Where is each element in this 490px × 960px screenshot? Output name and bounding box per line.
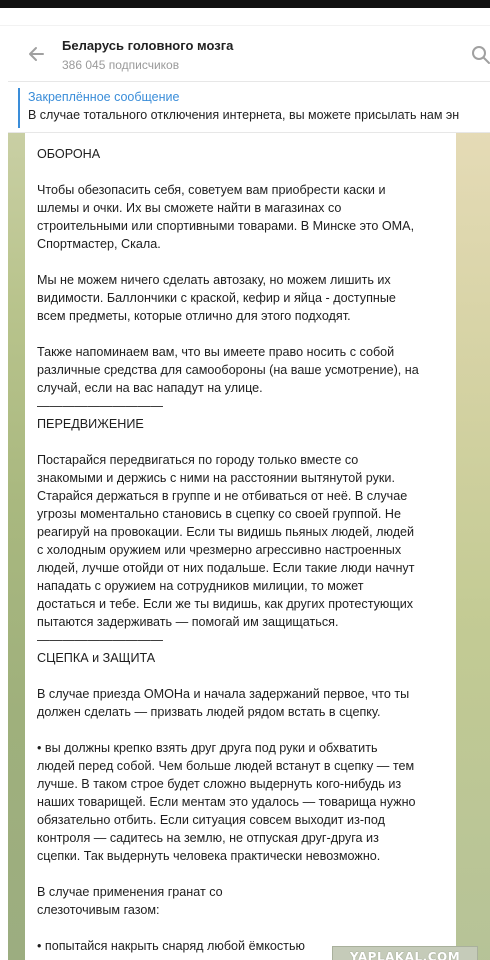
message-line: строительными или спортивными товарами. В Минске это ОМА, (37, 219, 415, 233)
pinned-message-title: Закреплённое сообщение (28, 90, 180, 104)
message-line: —————————— (37, 633, 163, 647)
message-line: контроля — садитесь на землю, не отпуская друг-друга из (37, 831, 379, 845)
back-arrow-icon (26, 44, 46, 64)
message-line: СЦЕПКА и ЗАЩИТА (37, 651, 156, 665)
message-line: людей перед собой. Чем больше людей встанут в сцепку — тем (37, 759, 415, 773)
message-paragraph-gap (37, 325, 444, 343)
message-line: Чтобы обезопасить себя, советуем вам приобрести каски и (37, 183, 386, 197)
message-paragraph-gap (37, 667, 444, 685)
message-line: ПЕРЕДВИЖЕНИЕ (37, 417, 144, 431)
message-line: с холодным оружием или чрезмерно агрессивно настроенных (37, 543, 402, 557)
message-paragraph-gap (37, 721, 444, 739)
message-line: нападать с оружием на сотрудников милиции, то может (37, 579, 364, 593)
message-line: знакомыми и держись с ними на расстоянии вытянутой руки. (37, 471, 395, 485)
background-blur-right (454, 133, 490, 960)
message-line: угрозы моментально становись в сцепку со своей группой. Не (37, 507, 402, 521)
channel-title[interactable]: Беларусь головного мозга (62, 38, 234, 53)
message-line: шлемы и очки. Их вы сможете найти в магазинах со (37, 201, 342, 215)
pinned-message-bar[interactable] (18, 88, 490, 128)
message-line: всем предметы, которые отлично для этого подходят. (37, 309, 351, 323)
message-line: обязательно отбить. Если ситуация совсем выходит из-под (37, 813, 385, 827)
message-line: —————————— (37, 399, 163, 413)
search-icon (470, 44, 490, 66)
message-line: слезоточивым газом: (37, 903, 160, 917)
message-line: достаться и тебе. Если же ты видишь, как других протестующих (37, 597, 414, 611)
top-strip-spacer (0, 8, 490, 26)
message-paragraph-gap (37, 865, 444, 883)
message-paragraph-gap (37, 919, 444, 937)
telegram-channel-window (8, 26, 490, 960)
message-line: • вы должны крепко взять друг друга под руки и обхватить (37, 741, 378, 755)
message-line: людей, лучше отойди от них подальше. Если такие люди начнут (37, 561, 415, 575)
subscriber-count: 386 045 подписчиков (62, 58, 180, 72)
message-line: • попытайся накрыть снаряд любой ёмкостью (37, 939, 305, 953)
back-button[interactable] (24, 42, 48, 66)
channel-post (25, 133, 456, 960)
message-line: лучше. В таком строе будет сложно выдернуть кого-нибудь из (37, 777, 402, 791)
message-line: В случае приезда ОМОНа и начала задержаний первое, что ты (37, 687, 410, 701)
chat-area[interactable] (8, 132, 490, 960)
message-line: должен сделать — призвать людей рядом встать в сцепку. (37, 705, 381, 719)
message-line: Мы не можем ничего сделать автозаку, но можем лишить их (37, 273, 391, 287)
message-line: сцепки. Так выдернуть человека практически невозможно. (37, 849, 381, 863)
message-line: Постарайся передвигаться по городу только вместе со (37, 453, 359, 467)
watermark-logo: YAPLAKAL.COM (332, 946, 478, 960)
message-line: наших товарищей. Если ментам это удалось — товарища нужно (37, 795, 416, 809)
message-paragraph-gap (37, 163, 444, 181)
top-dark-strip (0, 0, 490, 8)
message-paragraph-gap (37, 253, 444, 271)
message-line: реагируй на провокации. Если ты видишь пьяных людей, людей (37, 525, 415, 539)
message-paragraph-gap (37, 433, 444, 451)
message-line: ОБОРОНА (37, 147, 101, 161)
message-line: Старайся держаться в группе и не отбиваться от неё. В случае (37, 489, 408, 503)
message-line: различные средства для самообороны (на ваше усмотрение), на (37, 363, 419, 377)
message-line: случай, если на вас нападут на улице. (37, 381, 263, 395)
message-line: пытаются задерживать — помогай им защищаться. (37, 615, 339, 629)
message-line: В случае применения гранат со (37, 885, 223, 899)
message-line: Спортмастер, Скала. (37, 237, 161, 251)
pinned-message-text: В случае тотального отключения интернета, вы можете присылать нам эн (28, 108, 460, 122)
channel-header (8, 26, 490, 82)
search-button[interactable] (470, 44, 490, 66)
message-line: Также напоминаем вам, что вы имеете право носить с собой (37, 345, 395, 359)
message-line: видимости. Баллончики с краской, кефир и яйца - доступные (37, 291, 396, 305)
